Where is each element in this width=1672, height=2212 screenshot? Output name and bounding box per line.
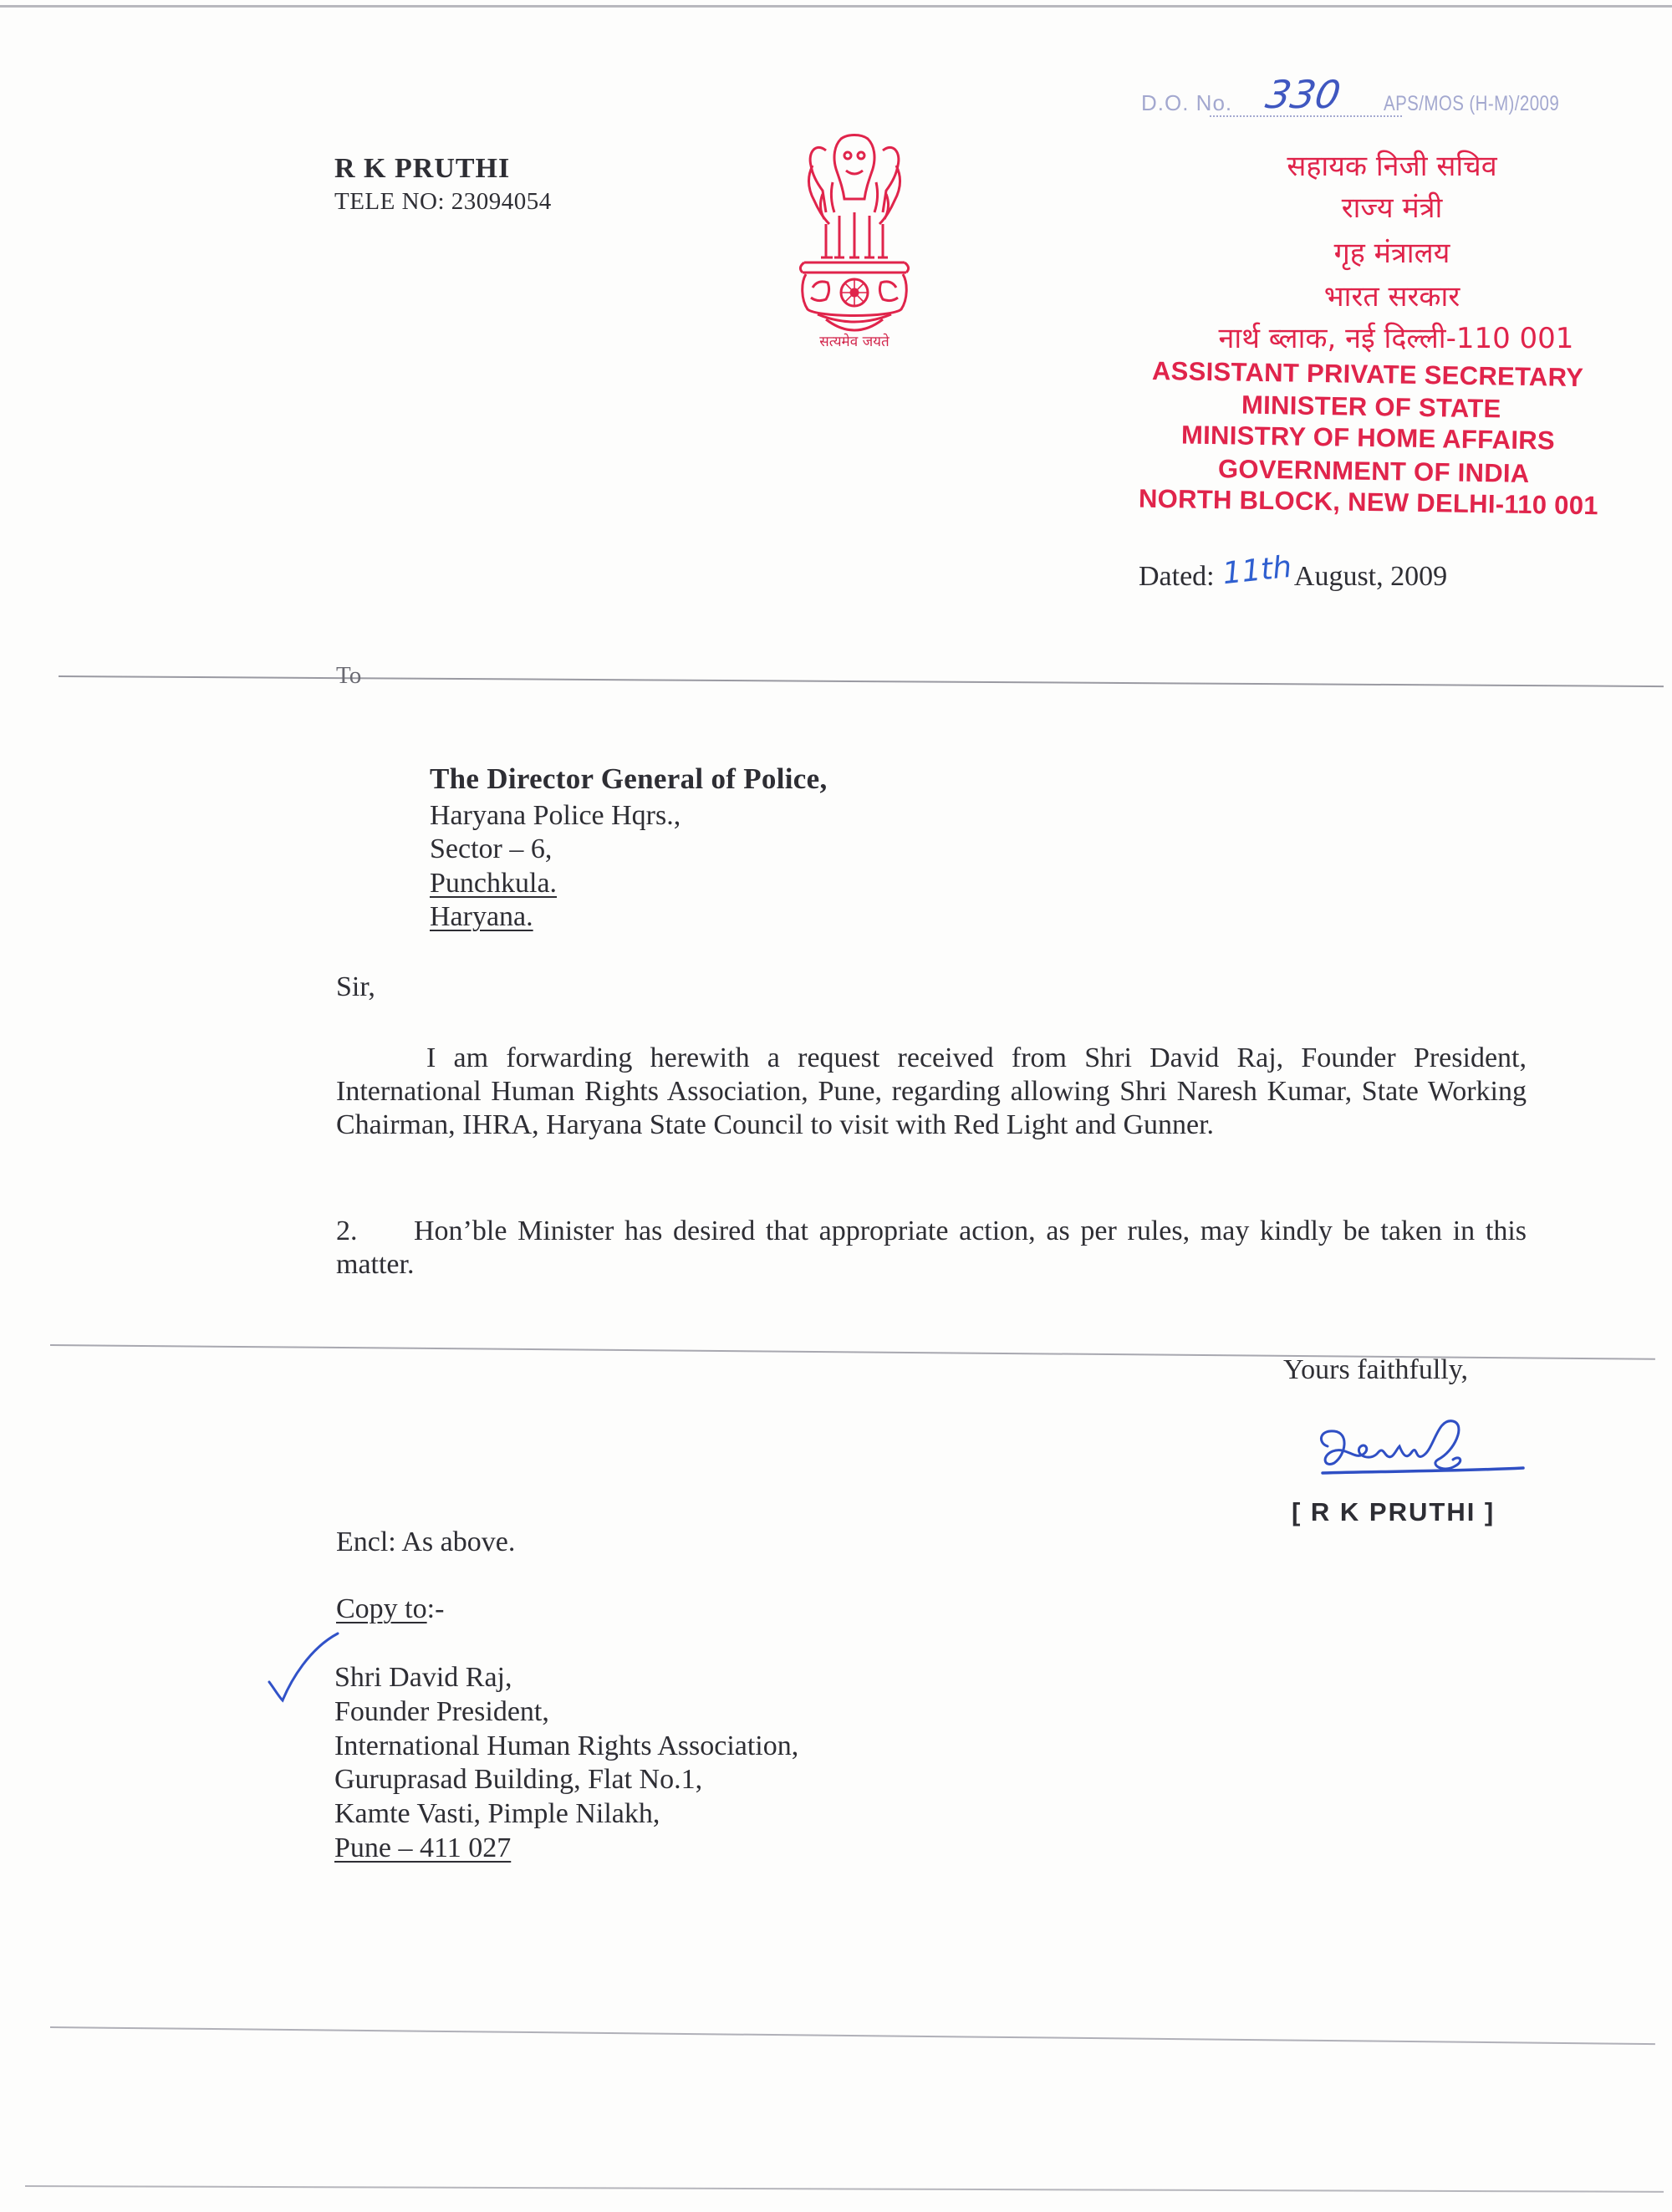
scan-fold-line (50, 2026, 1655, 2045)
addressee-line: Haryana. (430, 901, 533, 932)
do-suffix: APS/MOS (H-M)/2009 (1384, 92, 1560, 115)
copy-to-heading (336, 1593, 444, 1625)
addressee-line: Sector – 6, (430, 833, 553, 864)
copy-to-line: Kamte Vasti, Pimple Nilakh, (334, 1798, 660, 1829)
signature-icon (1313, 1413, 1530, 1505)
stamp-hindi-line: सहायक निजी सचिव (1287, 150, 1497, 183)
copy-to-label: Copy to (336, 1593, 427, 1624)
sender-name: R K PRUTHI (334, 153, 511, 184)
stamp-english-line: NORTH BLOCK, NEW DELHI-110 001 (1138, 483, 1599, 521)
letter-date (1139, 549, 1448, 593)
copy-to-line: Founder President, (334, 1696, 549, 1727)
body-paragraph-2 (336, 1215, 1527, 1282)
addressee-title: The Director General of Police, (430, 762, 828, 795)
stamp-english-line: ASSISTANT PRIVATE SECRETARY (1151, 355, 1584, 393)
copy-to-suffix: :- (426, 1593, 445, 1624)
stamp-hindi-line: राज्य मंत्री (1341, 191, 1443, 225)
stamp-hindi-line: भारत सरकार (1323, 280, 1460, 313)
paragraph-number: 2. (336, 1216, 358, 1246)
copy-to-line: International Human Rights Association, (334, 1730, 799, 1761)
addressee-line: Haryana Police Hqrs., (430, 800, 681, 831)
date-month-year: August, 2009 (1293, 561, 1448, 592)
do-number: 330 (1262, 72, 1344, 117)
body-paragraph-1: I am forwarding herewith a request received from Shri David Raj, Founder President, International Human Rights Association, Pune, regarding allowing Shri Naresh Kumar, State Working Chairman, IHRA, Haryana State Council to visit with Red Light and Gunner. (336, 1042, 1527, 1140)
to-label: To (336, 662, 362, 689)
copy-to-line: Shri David Raj, (334, 1662, 512, 1693)
signatory-name: [ R K PRUTHI ] (1292, 1497, 1496, 1526)
copy-to-line: Pune – 411 027 (334, 1832, 512, 1863)
sender-telephone: TELE NO: 23094054 (334, 188, 552, 215)
state-emblem-icon (793, 132, 916, 358)
stamp-english-line: GOVERNMENT OF INDIA (1217, 454, 1530, 488)
closing: Yours faithfully, (1283, 1354, 1469, 1385)
scan-fold-line (59, 675, 1664, 687)
scan-fold-line (25, 2185, 1664, 2193)
stamp-english-line: MINISTRY OF HOME AFFAIRS (1180, 420, 1556, 456)
salutation: Sir, (336, 971, 375, 1002)
copy-to-line: Guruprasad Building, Flat No.1, (334, 1764, 703, 1795)
emblem-motto: सत्यमेव जयते (819, 334, 890, 350)
paragraph-text: Hon’ble Minister has desired that appropriate action, as per rules, may kindly be taken in this matter. (336, 1216, 1527, 1280)
do-prefix: D.O. No. (1141, 90, 1233, 115)
do-reference (1141, 72, 1609, 124)
scan-fold-line (0, 5, 1672, 8)
date-day-handwritten: 11th (1221, 549, 1294, 592)
stamp-english-line: MINISTER OF STATE (1241, 390, 1501, 424)
enclosure-note: Encl: As above. (336, 1526, 516, 1557)
addressee-line: Punchkula. (430, 868, 558, 899)
stamp-hindi-line: नार्थ ब्लाक, नई दिल्ली-110 001 (1218, 322, 1574, 355)
date-label: Dated: (1139, 561, 1215, 592)
stamp-hindi-line: गृह मंत्रालय (1333, 237, 1450, 270)
